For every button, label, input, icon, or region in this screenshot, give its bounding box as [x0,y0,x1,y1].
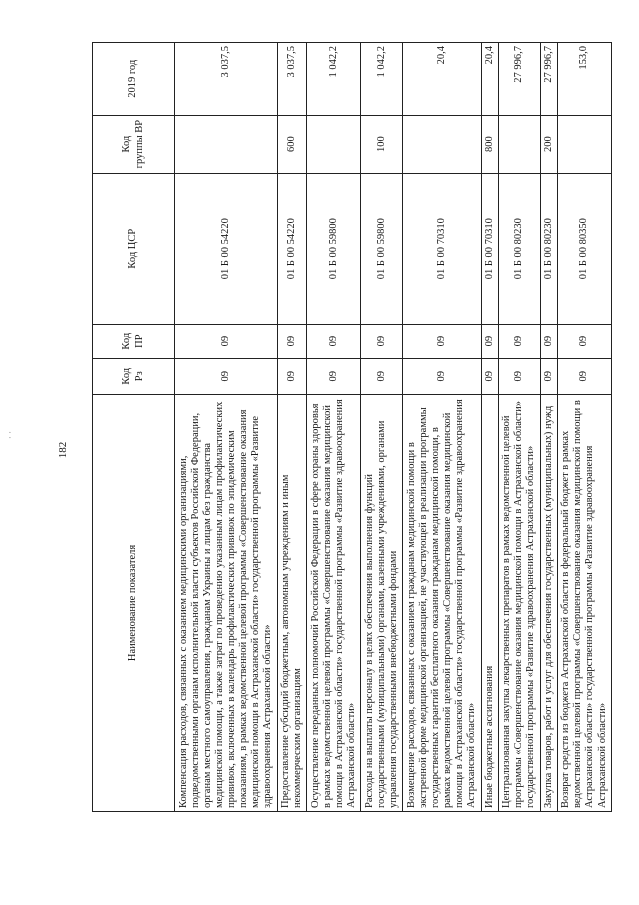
row-value: 1 042,2 [307,43,361,116]
row-csr: 01 Б 00 80230 [498,173,540,324]
row-vr: 600 [277,115,307,173]
row-value: 27 996,7 [540,43,557,116]
page-number: 182 [57,441,69,459]
row-vr [403,115,481,173]
row-rz: 09 [307,358,361,394]
table-row [307,43,361,812]
row-csr: 01 Б 00 54220 [277,173,307,324]
row-vr: 200 [540,115,557,173]
row-value: 20,4 [403,43,481,116]
row-vr: 800 [481,115,498,173]
table-row [481,43,498,812]
scan-speck: · · [5,430,16,440]
table-header-row [93,43,175,812]
row-pr: 09 [481,324,498,358]
row-rz: 09 [481,358,498,394]
row-name: Осуществление переданных полномочий Российской Федерации в сфере охраны здоровья в рамках ведомственной целевой программы «Совершенствование оказания медицинской помощи в Астраханской области» государственной программы «Развитие здравоохранения Астраханской области» [307,394,361,811]
row-pr: 09 [175,324,278,358]
header-rz: Код Рз [93,358,175,394]
row-rz: 09 [498,358,540,394]
row-csr: 01 Б 00 80350 [557,173,611,324]
row-csr: 01 Б 00 70310 [481,173,498,324]
row-name: Возврат средств из бюджета Астраханской области в федеральный бюджет в рамках ведомственной целевой программы «Совершенствование оказания медицинской помощи в Астраханской области» государственной программы «Развитие здравоохранения Астраханской области» [557,394,611,811]
header-csr: Код ЦСР [93,173,175,324]
budget-table-rotated [92,42,612,812]
row-vr [498,115,540,173]
header-name: Наименование показателя [93,394,175,811]
row-name: Компенсация расходов, связанных с оказанием медицинскими организациями, подведомственными органам исполнительной власти субъектов Российской Федерации, органам местного самоуправления, гражданам Украины и лицам без гражданства медицинской помощи, а также затрат по проведению указанным лицам профилактических прививок, включенных в календарь профилактических прививок по эпидемическим показаниям, в рамках ведомственной целевой программы «Совершенствование оказания медицинской помощи в Астраханской области» государственной программы «Развитие здравоохранения Астраханской области» [175,394,278,811]
row-value: 3 037,5 [277,43,307,116]
row-name: Предоставление субсидий бюджетным, автономным учреждениям и иным некоммерческим организациям [277,394,307,811]
row-rz: 09 [175,358,278,394]
row-pr: 09 [277,324,307,358]
row-csr: 01 Б 00 80230 [540,173,557,324]
row-vr [175,115,278,173]
row-pr: 09 [498,324,540,358]
row-pr: 09 [403,324,481,358]
header-vr: Код группы ВР [93,115,175,173]
row-value: 1 042,2 [361,43,403,116]
row-name: Иные бюджетные ассигнования [481,394,498,811]
row-value: 153,0 [557,43,611,116]
budget-table [92,42,612,812]
row-name: Закупка товаров, работ и услуг для обеспечения государственных (муниципальных) нужд [540,394,557,811]
row-csr: 01 Б 00 59800 [307,173,361,324]
row-vr: 100 [361,115,403,173]
table-row [175,43,278,812]
row-rz: 09 [277,358,307,394]
row-name: Расходы на выплаты персоналу в целях обеспечения выполнения функций государственными (муниципальными) органами, казенными учреждениями, органами управления государственными внебюджетными фондами [361,394,403,811]
row-csr: 01 Б 00 54220 [175,173,278,324]
row-value: 3 037,5 [175,43,278,116]
header-year: 2019 год [93,43,175,116]
row-pr: 09 [361,324,403,358]
row-pr: 09 [307,324,361,358]
row-value: 20,4 [481,43,498,116]
row-rz: 09 [361,358,403,394]
table-row [540,43,557,812]
row-pr: 09 [540,324,557,358]
row-pr: 09 [557,324,611,358]
row-vr [557,115,611,173]
row-rz: 09 [557,358,611,394]
row-csr: 01 Б 00 59800 [361,173,403,324]
table-row [498,43,540,812]
table-row [403,43,481,812]
row-value: 27 996,7 [498,43,540,116]
table-row [557,43,611,812]
row-vr [307,115,361,173]
header-pr: Код ПР [93,324,175,358]
row-name: Централизованная закупка лекарственных препаратов в рамках ведомственной целевой программы «Совершенствование оказания медицинской помощи в Астраханской области» государственной программы «Развитие здравоохранения Астраханской области» [498,394,540,811]
row-rz: 09 [403,358,481,394]
row-rz: 09 [540,358,557,394]
row-name: Возмещение расходов, связанных с оказанием гражданам медицинской помощи в экстренной форме медицинской организацией, не участвующей в реализации программы государственных гарантий бесплатного оказания гражданам медицинской помощи, в рамках ведомственной целевой программы «Совершенствование оказания медицинской помощи в Астраханской области» государственной программы «Развитие здравоохранения Астраханской области» [403,394,481,811]
table-row [361,43,403,812]
table-row [277,43,307,812]
row-csr: 01 Б 00 70310 [403,173,481,324]
